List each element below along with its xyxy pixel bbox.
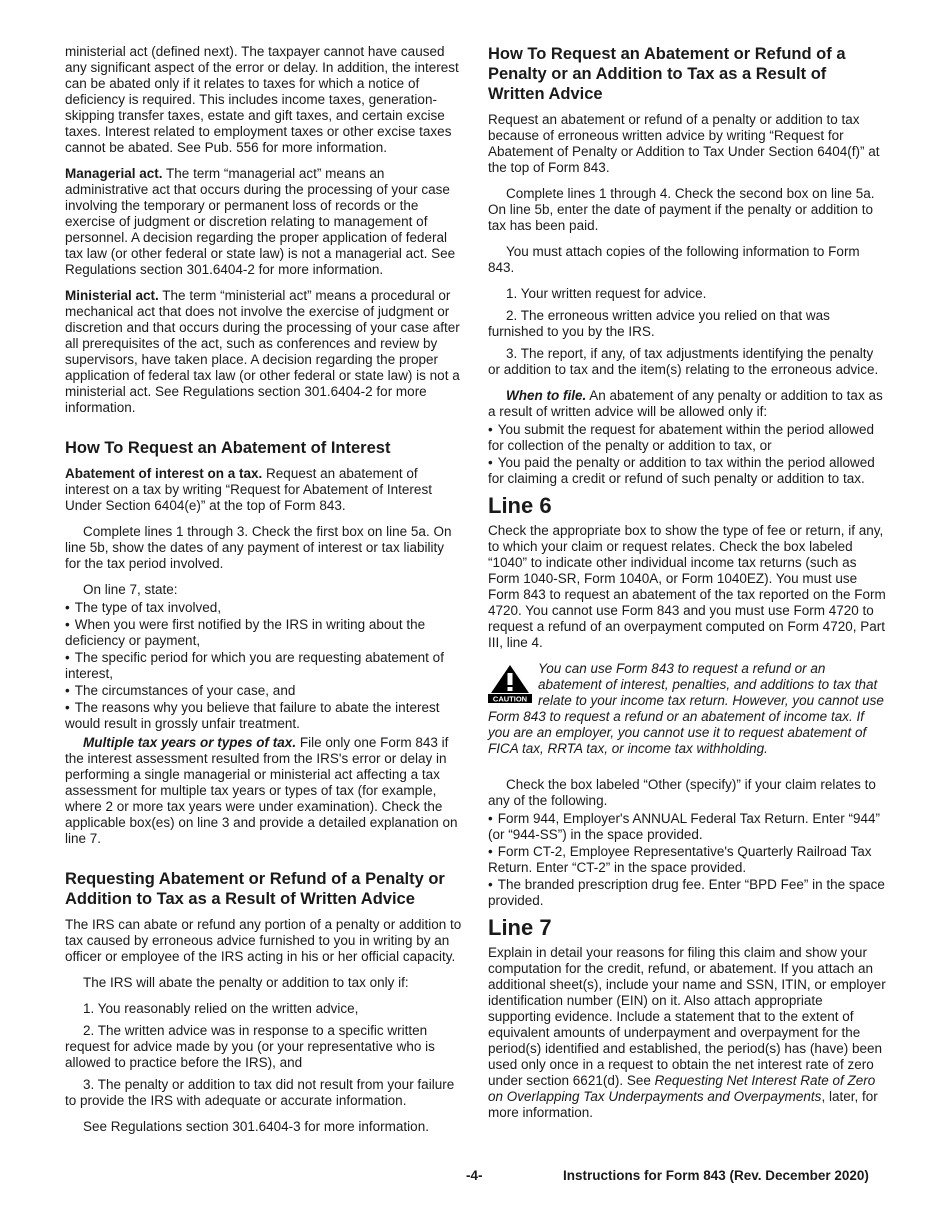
right-column <box>488 44 886 1131</box>
paragraph-abatement-interest: Abatement of interest on a tax. Request an abatement of interest on a tax by writing “Request for Abatement of Interest Under Section 6404(e)” at the top of Form 843. <box>65 466 432 513</box>
term-when-to-file: When to file. <box>506 388 587 403</box>
paragraph-complete-lines-1-4: Complete lines 1 through 4. Check the second box on line 5a. On line 5b, enter the date of payment if the penalty or addition to tax has been paid. <box>488 186 875 233</box>
paragraph-attach-copies: You must attach copies of the following information to Form 843. <box>488 244 860 275</box>
heading-line-6: Line 6 <box>488 493 552 518</box>
paragraph-line-6: Check the appropriate box to show the type of fee or return, if any, to which your claim or request relates. Check the box labeled “1040” to indicate other individual income tax returns (such as Form 1040-SR, Form 1040A, or Form 1040EZ). You must use Form 843 to request an abatement of the tax reported on the Form 4720. You cannot use Form 843 and you must use Form 4720 to request a refund of an overpayment computed on Form 4720, Part III, line 4. <box>488 523 886 650</box>
caution-note <box>488 661 886 757</box>
heading-requesting-abatement-penalty: Requesting Abatement or Refund of a Penalty or Addition to Tax as a Result of Written Advice <box>65 870 445 908</box>
caution-text: You can use Form 843 to request a refund or an abatement of interest, penalties, and additions to tax that relate to your income tax return. However, you cannot use Form 843 to request a refund or an abatement of income tax. If you are an employer, you cannot use it to request abatement of FICA tax, RRTA tax, or income tax withholding. <box>488 661 884 756</box>
footer-title: Instructions for Form 843 (Rev. December 2020) <box>563 1168 869 1183</box>
paragraph-multiple-tax-years: Multiple tax years or types of tax. File only one Form 843 if the interest assessment resulted from the IRS's error or delay in performing a single managerial or ministerial act affecting a tax assessment for multiple tax years or types of tax (for example, where 2 or more tax years were under examination). Check the applicable box(es) on line 3 and provide a detailed explanation on line 7. <box>65 735 458 846</box>
paragraph-managerial-act: Managerial act. The term “managerial act” means an administrative act that occurs during the processing of your case involving the temporary or permanent loss of records or the exercise of judgment or discretion relating to management of personnel. A decision regarding the proper application of federal tax law (or other federal or state law) is not a managerial act. See Regulations section 301.6404-2 for more information. <box>65 166 456 277</box>
list-item: 2. The written advice was in response to a specific written request for advice made by you (or your representative who is allowed to practice before the IRS), and <box>65 1023 435 1070</box>
paragraph-penalty-intro: The IRS can abate or refund any portion of a penalty or addition to tax caused by erroneous advice furnished to you in writing by an officer or employee of the IRS acting in his or her official capacity. <box>65 917 462 964</box>
heading-request-abatement-interest: How To Request an Abatement of Interest <box>65 439 391 457</box>
paragraph-only-if: The IRS will abate the penalty or addition to tax only if: <box>83 975 409 990</box>
list-item: • Form 944, Employer's ANNUAL Federal Tax Return. Enter “944” (or “944-SS”) in the space provided. <box>488 811 886 843</box>
list-item: 1. Your written request for advice. <box>506 286 707 301</box>
paragraph-when-to-file: When to file. An abatement of any penalty or addition to tax as a result of written advice will be allowed only if: <box>488 388 883 419</box>
term-managerial-act: Managerial act. <box>65 166 163 181</box>
paragraph-see-regs: See Regulations section 301.6404-3 for more information. <box>83 1119 429 1134</box>
paragraph-complete-lines-1-3: Complete lines 1 through 3. Check the first box on line 5a. On line 5b, show the dates of any payment of interest or tax liability for the tax period involved. <box>65 524 452 571</box>
list-item: • When you were first notified by the IRS in writing about the deficiency or payment, <box>65 617 463 649</box>
caution-icon <box>488 663 532 703</box>
list-item: • You paid the penalty or addition to tax within the period allowed for claiming a credit or refund of such penalty or addition to tax. <box>488 455 886 487</box>
term-multiple-tax-years: Multiple tax years or types of tax. <box>83 735 297 750</box>
list-item: • The type of tax involved, <box>65 600 463 616</box>
term-ministerial-act: Ministerial act. <box>65 288 159 303</box>
list-item: 1. You reasonably relied on the written advice, <box>83 1001 359 1016</box>
heading-request-abatement-penalty-written-advice: How To Request an Abatement or Refund of a Penalty or an Addition to Tax as a Result of Written Advice <box>488 45 846 103</box>
paragraph-other-specify: Check the box labeled “Other (specify)” if your claim relates to any of the following. <box>488 777 876 808</box>
list-line7-items <box>65 600 463 732</box>
list-item: • The circumstances of your case, and <box>65 683 463 699</box>
paragraph-ministerial-intro: ministerial act (defined next). The taxpayer cannot have caused any significant aspect of the error or delay. In addition, the interest can be abated only if it relates to taxes for which a notice of deficiency is required. This includes income taxes, generation-skipping transfer taxes, estate and gift taxes, and certain excise taxes. Interest related to employment taxes or other excise taxes cannot be abated. See Pub. 556 for more information. <box>65 44 459 155</box>
caution-label: CAUTION <box>492 694 528 703</box>
left-column <box>65 44 463 1145</box>
paragraph-request-penalty: Request an abatement or refund of a penalty or addition to tax because of erroneous written advice by writing “Request for Abatement of Penalty or Addition to Tax Under Section 6404(f)” at the top of Form 843. <box>488 112 880 175</box>
list-item: 3. The report, if any, of tax adjustments identifying the penalty or addition to tax and the item(s) relating to the erroneous advice. <box>488 346 879 377</box>
list-item: 2. The erroneous written advice you relied on that was furnished to you by the IRS. <box>488 308 830 339</box>
list-item: • The specific period for which you are requesting abatement of interest, <box>65 650 463 682</box>
heading-line-7: Line 7 <box>488 915 552 940</box>
list-item: • You submit the request for abatement within the period allowed for collection of the penalty or addition to tax, or <box>488 422 886 454</box>
page-number: -4- <box>466 1168 483 1183</box>
paragraph-ministerial-act: Ministerial act. The term “ministerial act” means a procedural or mechanical act that does not involve the exercise of judgment or discretion and that occurs during the processing of your case after all prerequisites of the act, such as conferences and review by supervisors, have taken place. A decision regarding the proper application of federal tax law (or other federal or state law) is not a ministerial act. See Regulations section 301.6404-2 for more information. <box>65 288 460 415</box>
term-abatement-interest: Abatement of interest on a tax. <box>65 466 263 481</box>
list-item: • The branded prescription drug fee. Enter “BPD Fee” in the space provided. <box>488 877 886 909</box>
list-item: 3. The penalty or addition to tax did not result from your failure to provide the IRS with adequate or accurate information. <box>65 1077 455 1108</box>
reference-net-interest-rate: Requesting Net Interest Rate of Zero on Overlapping Tax Underpayments and Overpayments <box>488 1073 876 1104</box>
list-item: • Form CT-2, Employee Representative's Quarterly Railroad Tax Return. Enter “CT-2” in the space provided. <box>488 844 886 876</box>
list-item: • The reasons why you believe that failure to abate the interest would result in grossly unfair treatment. <box>65 700 463 732</box>
paragraph-line-7: Explain in detail your reasons for filing this claim and show your computation for the credit, refund, or abatement. If you attach an additional sheet(s), include your name and SSN, ITIN, or employer identification number (EIN) on it. Also attach appropriate supporting evidence. Include a statement that to the extent of equivalent amounts of underpayment and overpayment for the period(s) identified and established, the period(s) has (have) been used only once in a request to obtain the net interest rate of zero under section 6621(d). See Requesting Net Interest Rate of Zero on Overlapping Tax Underpayments and Overpayments, later, for more information. <box>488 945 886 1120</box>
paragraph-line7-state: On line 7, state: <box>83 582 178 597</box>
